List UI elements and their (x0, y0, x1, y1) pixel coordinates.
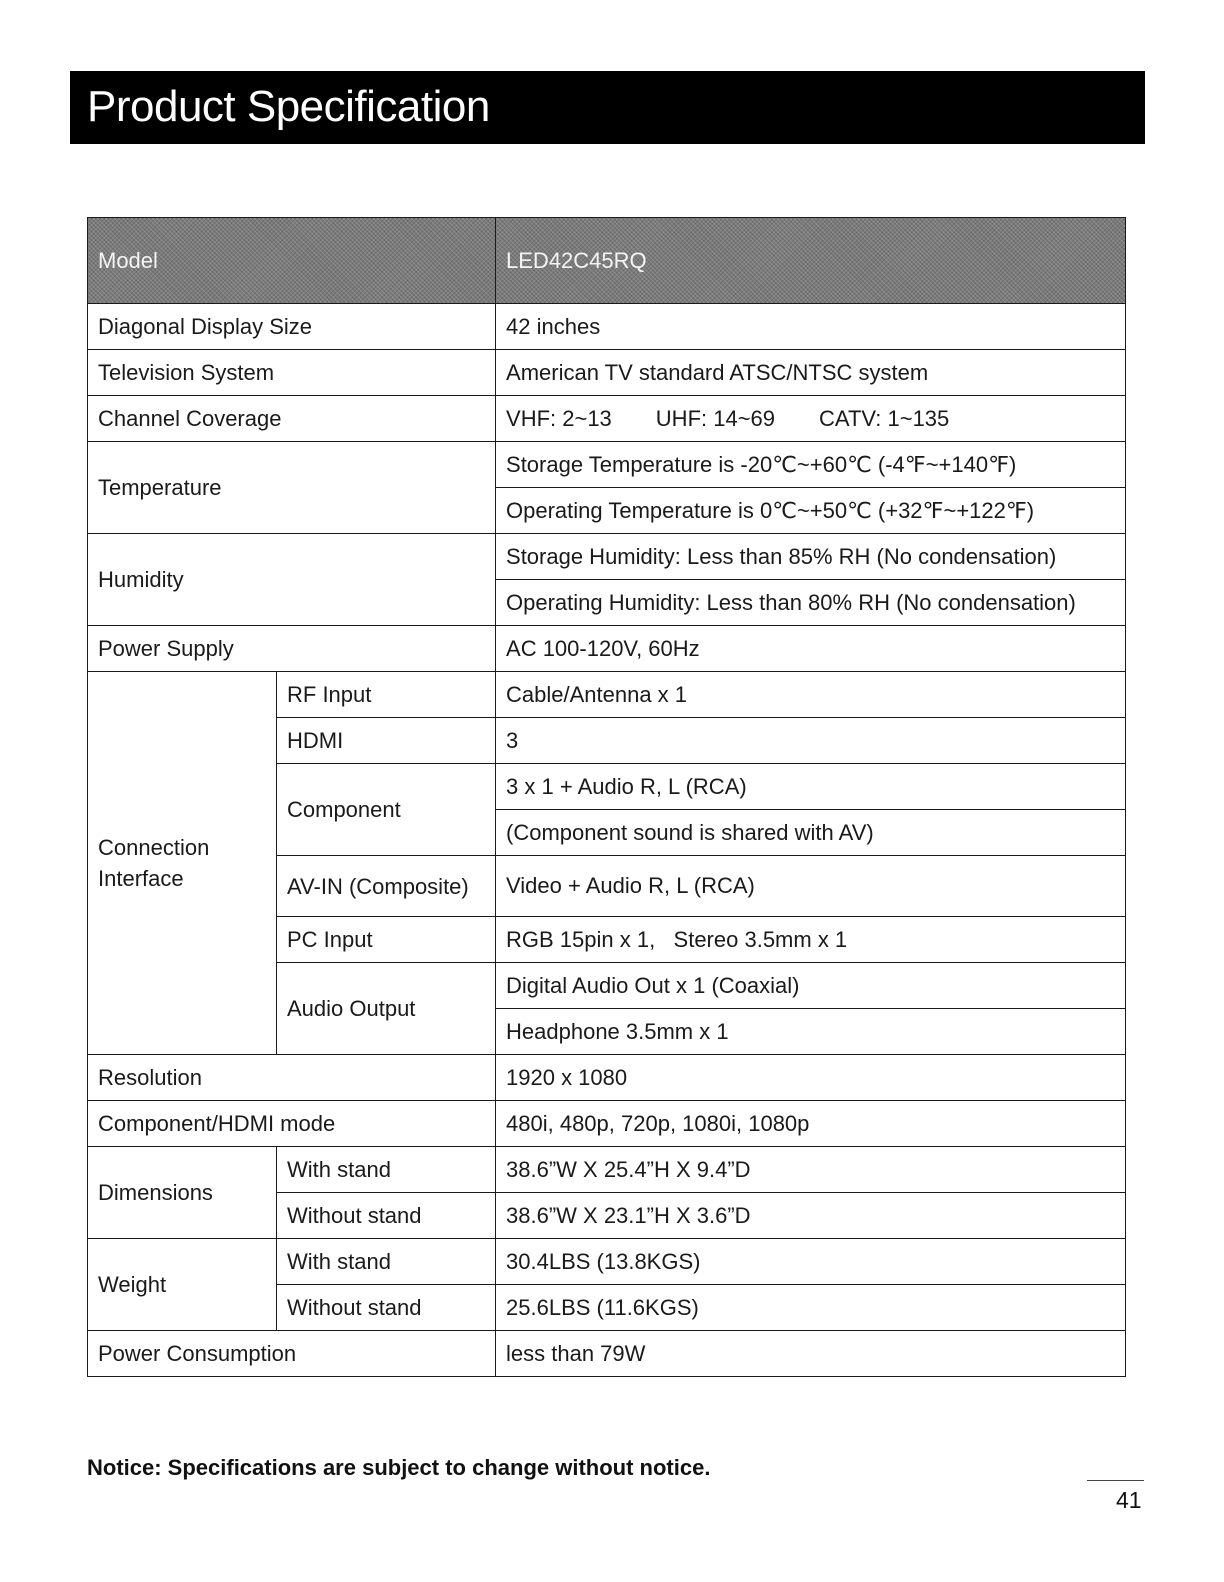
hdmi-value: 3 (496, 718, 1126, 764)
table-row (88, 442, 1126, 488)
page-number-rule (1087, 1480, 1144, 1481)
audio-output-value-2: Headphone 3.5mm x 1 (496, 1009, 1126, 1055)
channel-catv: CATV: 1~135 (819, 405, 950, 431)
tv-system-label: Television System (88, 350, 496, 396)
hdmi-label: HDMI (277, 718, 496, 764)
resolution-label: Resolution (88, 1055, 496, 1101)
dimensions-without-stand-value: 38.6”W X 23.1”H X 3.6”D (496, 1193, 1126, 1239)
component-label: Component (277, 764, 496, 856)
weight-without-stand-label: Without stand (277, 1285, 496, 1331)
table-row (88, 1101, 1126, 1147)
temperature-label: Temperature (88, 442, 496, 534)
dimensions-without-stand-label: Without stand (277, 1193, 496, 1239)
av-in-value: Video + Audio R, L (RCA) (496, 856, 1126, 917)
weight-with-stand-label: With stand (277, 1239, 496, 1285)
table-row (88, 396, 1126, 442)
power-consumption-label: Power Consumption (88, 1331, 496, 1377)
page-title: Product Specification (87, 82, 490, 131)
component-value-1: 3 x 1 + Audio R, L (RCA) (496, 764, 1126, 810)
humidity-storage: Storage Humidity: Less than 85% RH (No condensation) (496, 534, 1126, 580)
table-row (88, 626, 1126, 672)
page-number: 41 (1116, 1487, 1142, 1513)
table-row (88, 672, 1126, 718)
temperature-storage: Storage Temperature is -20℃~+60℃ (-4℉~+140℉) (496, 442, 1126, 488)
table-row (88, 304, 1126, 350)
temperature-operating: Operating Temperature is 0℃~+50℃ (+32℉~+122℉) (496, 488, 1126, 534)
humidity-label: Humidity (88, 534, 496, 626)
pc-input-value: RGB 15pin x 1, Stereo 3.5mm x 1 (496, 917, 1126, 963)
channel-value (496, 396, 1126, 442)
dimensions-label: Dimensions (88, 1147, 277, 1239)
channel-vhf: VHF: 2~13 (506, 405, 612, 431)
table-row (88, 1331, 1126, 1377)
audio-output-label: Audio Output (277, 963, 496, 1055)
header-bar (70, 71, 1145, 144)
tv-system-value: American TV standard ATSC/NTSC system (496, 350, 1126, 396)
resolution-value: 1920 x 1080 (496, 1055, 1126, 1101)
table-row (88, 534, 1126, 580)
dimensions-with-stand-label: With stand (277, 1147, 496, 1193)
model-label: Model (88, 218, 496, 304)
table-row-model (88, 218, 1126, 304)
table-row (88, 350, 1126, 396)
spec-table (87, 217, 1126, 1377)
diagonal-label: Diagonal Display Size (88, 304, 496, 350)
weight-without-stand-value: 25.6LBS (11.6KGS) (496, 1285, 1126, 1331)
power-consumption-value: less than 79W (496, 1331, 1126, 1377)
humidity-operating: Operating Humidity: Less than 80% RH (No condensation) (496, 580, 1126, 626)
weight-with-stand-value: 30.4LBS (13.8KGS) (496, 1239, 1126, 1285)
notice-text: Notice: Specifications are subject to change without notice. (87, 1455, 711, 1480)
audio-output-value-1: Digital Audio Out x 1 (Coaxial) (496, 963, 1126, 1009)
component-hdmi-value: 480i, 480p, 720p, 1080i, 1080p (496, 1101, 1126, 1147)
model-value: LED42C45RQ (496, 218, 1126, 304)
rf-input-label: RF Input (277, 672, 496, 718)
av-in-label: AV-IN (Composite) (277, 856, 496, 917)
connection-label: Connection Interface (88, 672, 277, 1055)
table-row (88, 1147, 1126, 1193)
component-hdmi-label: Component/HDMI mode (88, 1101, 496, 1147)
component-value-2: (Component sound is shared with AV) (496, 810, 1126, 856)
channel-uhf: UHF: 14~69 (655, 405, 776, 431)
dimensions-with-stand-value: 38.6”W X 25.4”H X 9.4”D (496, 1147, 1126, 1193)
power-supply-value: AC 100-120V, 60Hz (496, 626, 1126, 672)
power-supply-label: Power Supply (88, 626, 496, 672)
table-row (88, 1239, 1126, 1285)
diagonal-value: 42 inches (496, 304, 1126, 350)
channel-label: Channel Coverage (88, 396, 496, 442)
pc-input-label: PC Input (277, 917, 496, 963)
rf-input-value: Cable/Antenna x 1 (496, 672, 1126, 718)
weight-label: Weight (88, 1239, 277, 1331)
table-row (88, 1055, 1126, 1101)
